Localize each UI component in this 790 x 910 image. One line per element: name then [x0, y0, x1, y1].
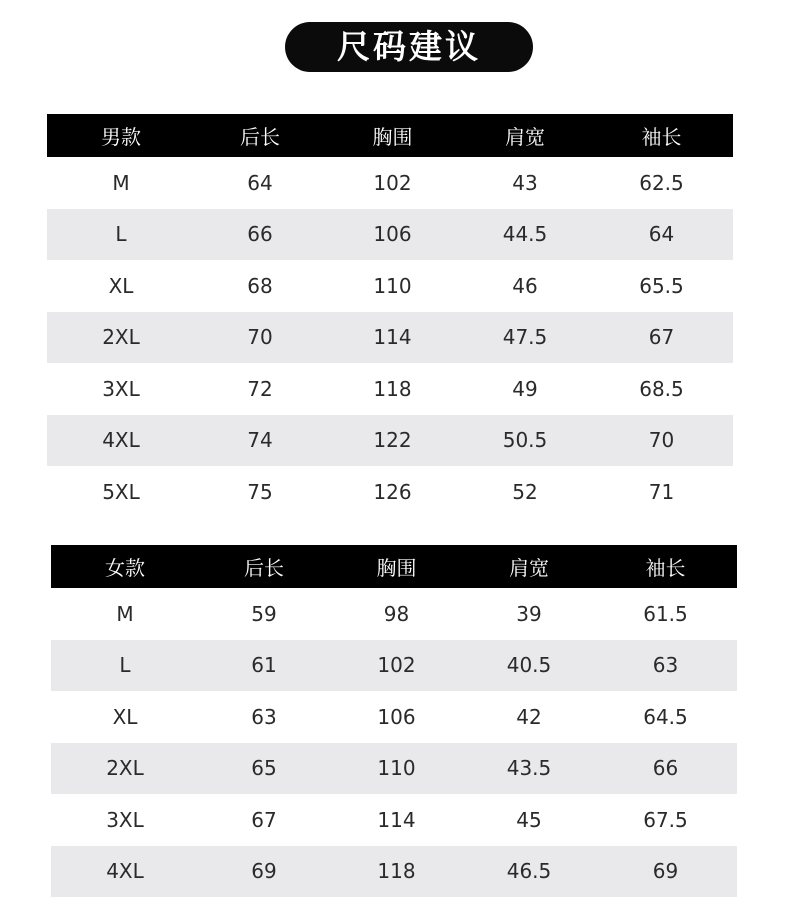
size-value: 126 [373, 479, 412, 504]
size-value: 50.5 [502, 428, 548, 453]
size-label: 3XL [102, 376, 140, 401]
men-size-table [47, 114, 733, 518]
table-row [47, 466, 733, 518]
page-title: 尺码建议 [285, 22, 533, 72]
size-value: 114 [377, 807, 416, 832]
size-label: XL [108, 273, 134, 298]
men-header-back-length: 后长 [240, 125, 280, 149]
size-value: 106 [377, 704, 416, 729]
size-label: M [112, 170, 130, 195]
table-row [47, 415, 733, 467]
size-value: 67 [648, 325, 675, 350]
size-value: 65 [251, 756, 277, 781]
size-value: 67 [251, 807, 277, 832]
size-value: 118 [377, 859, 416, 884]
size-value: 68.5 [639, 376, 684, 401]
women-header-row [51, 545, 737, 588]
table-row [51, 846, 737, 898]
men-header-sleeve: 袖长 [641, 125, 682, 149]
size-value: 102 [373, 170, 412, 195]
size-value: 59 [251, 601, 277, 626]
size-value: 43.5 [506, 756, 552, 781]
table-row [51, 743, 737, 795]
size-value: 67.5 [643, 807, 688, 832]
size-value: 46 [512, 273, 538, 298]
size-value: 122 [373, 428, 412, 453]
size-value: 66 [652, 756, 679, 781]
size-value: 66 [247, 222, 273, 247]
table-row [51, 588, 737, 640]
women-header-back-length: 后长 [244, 556, 284, 580]
women-header-style: 女款 [105, 556, 145, 580]
size-value: 44.5 [502, 222, 548, 247]
size-value: 102 [377, 653, 416, 678]
table-row [51, 794, 737, 846]
size-label: XL [112, 704, 138, 729]
size-value: 45 [516, 807, 542, 832]
table-row [51, 640, 737, 692]
size-label: L [119, 653, 131, 678]
size-value: 64.5 [643, 704, 688, 729]
size-value: 61 [251, 653, 277, 678]
size-label: 5XL [102, 479, 140, 504]
men-header-shoulder: 肩宽 [505, 125, 545, 149]
size-label: M [116, 601, 134, 626]
size-value: 47.5 [502, 325, 548, 350]
size-value: 98 [383, 601, 410, 626]
size-value: 110 [373, 273, 412, 298]
table-row [47, 363, 733, 415]
size-value: 63 [652, 653, 679, 678]
size-value: 75 [247, 479, 273, 504]
size-value: 69 [652, 859, 679, 884]
size-value: 62.5 [639, 170, 684, 195]
size-value: 110 [377, 756, 416, 781]
women-header-chest: 胸围 [376, 556, 417, 580]
men-header-row [47, 114, 733, 157]
size-value: 69 [251, 859, 277, 884]
size-value: 42 [516, 704, 542, 729]
size-value: 52 [512, 479, 538, 504]
men-header-style: 男款 [101, 125, 141, 149]
size-value: 63 [251, 704, 277, 729]
size-value: 64 [247, 170, 273, 195]
women-header-shoulder: 肩宽 [509, 556, 549, 580]
size-value: 74 [247, 428, 273, 453]
table-row [47, 209, 733, 261]
size-value: 65.5 [639, 273, 684, 298]
women-size-table [51, 545, 737, 897]
size-label: 4XL [106, 859, 144, 884]
size-value: 64 [648, 222, 675, 247]
size-label: L [115, 222, 127, 247]
table-row [51, 691, 737, 743]
size-value: 46.5 [506, 859, 552, 884]
size-label: 4XL [102, 428, 140, 453]
size-value: 71 [648, 479, 675, 504]
size-label: 2XL [106, 756, 144, 781]
table-row [47, 157, 733, 209]
size-value: 118 [373, 376, 412, 401]
size-label: 2XL [102, 325, 140, 350]
size-value: 68 [247, 273, 273, 298]
size-value: 49 [512, 376, 538, 401]
size-value: 39 [516, 601, 542, 626]
table-row [47, 260, 733, 312]
men-header-chest: 胸围 [372, 125, 413, 149]
women-header-sleeve: 袖长 [645, 556, 686, 580]
size-value: 106 [373, 222, 412, 247]
size-value: 40.5 [506, 653, 552, 678]
size-value: 43 [512, 170, 538, 195]
size-value: 61.5 [643, 601, 688, 626]
size-label: 3XL [106, 807, 144, 832]
size-value: 70 [648, 428, 675, 453]
table-row [47, 312, 733, 364]
size-value: 70 [247, 325, 273, 350]
size-value: 72 [247, 376, 273, 401]
size-value: 114 [373, 325, 412, 350]
